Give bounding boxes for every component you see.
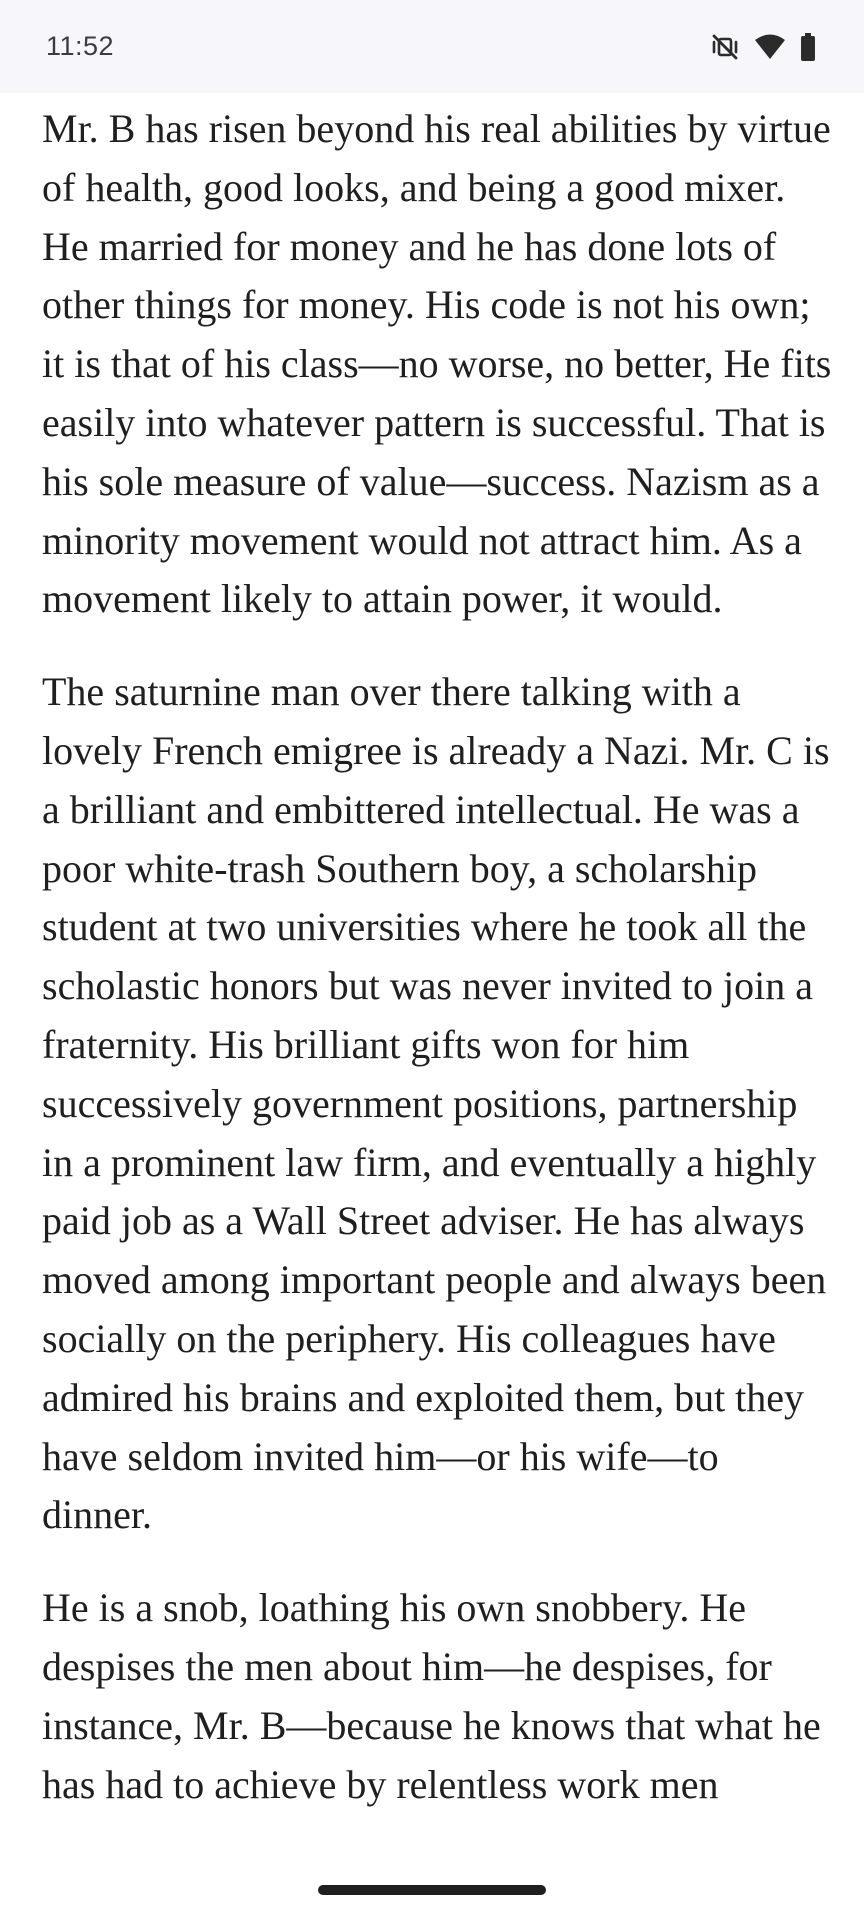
status-bar [0, 0, 864, 93]
battery-icon [800, 32, 816, 62]
status-time: 11:52 [46, 31, 115, 61]
paragraph-mr-c: The saturnine man over there talking with a lovely French emigree is already a Nazi. Mr. C is a brilliant and embittered intellectual. He was a poor white-trash Southern boy, a scholarship student at two universities where he took all the scholastic honors but was never invited to join a fraternity. His brilliant gifts won for him successively government positions, partnership in a prominent law firm, and eventually a highly paid job as a Wall Street adviser. He has always moved among important people and always been socially on the periphery. His colleagues have admired his brains and exploited them, but they have seldom invited him—or his wife—to dinner. [42, 669, 830, 1538]
reader-content [42, 100, 832, 1848]
status-icons [710, 32, 816, 62]
gesture-nav-handle[interactable] [318, 1885, 546, 1895]
paragraph-snob: He is a snob, loathing his own snobbery. He despises the men about him—he despises, for instance, Mr. B—because he knows that what he has had to achieve by relentless work men [42, 1585, 821, 1807]
paragraph-mr-b: Mr. B has risen beyond his real abilities by virtue of health, good looks, and being a good mixer. He married for money and he has done lots of other things for money. His code is not his own; it is that of his class—no worse, no better, He fits easily into whatever pattern is successful. That is his sole measure of value—success. Nazism as a minority movement would not attract him. As a movement likely to attain power, it would. [42, 106, 832, 622]
vibrate-off-icon [710, 32, 740, 62]
wifi-icon [754, 33, 786, 61]
